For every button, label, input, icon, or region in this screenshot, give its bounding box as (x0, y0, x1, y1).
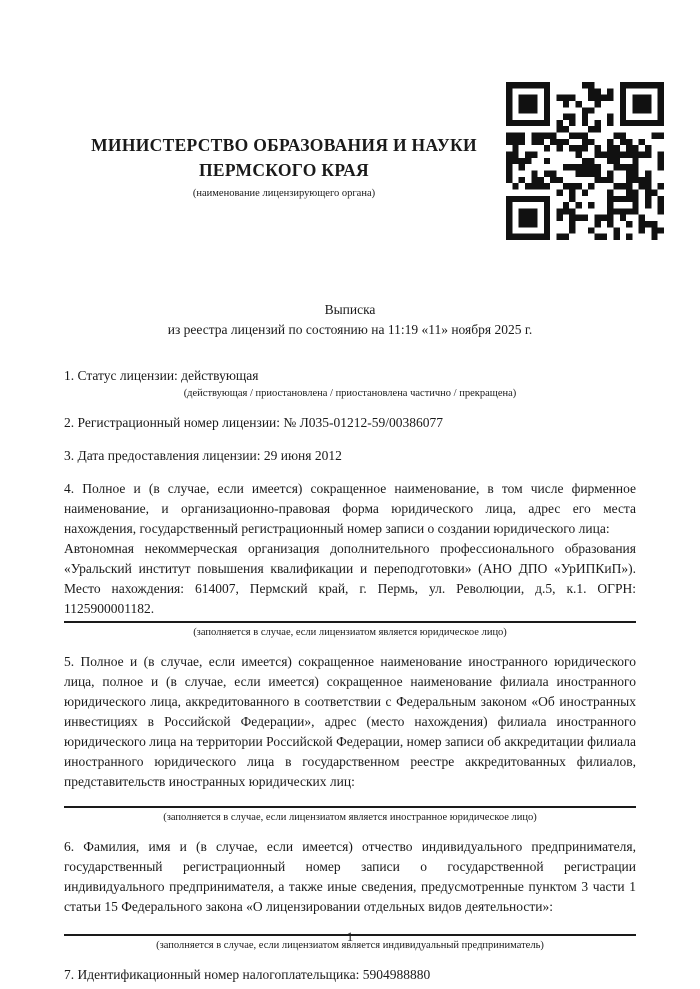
item-1-text: 1. Статус лицензии: действующая (64, 368, 259, 383)
item-4-rule (64, 621, 636, 623)
item-4-caption: (заполняется в случае, если лицензиатом является юридическое лицо) (193, 627, 507, 638)
item-7-taxpayer-number (64, 965, 636, 985)
item-6-caption: (заполняется в случае, если лицензиатом является индивидуальный предприниматель) (156, 940, 544, 951)
item-5-text: 5. Полное и (в случае, если имеется) сокращенное наименование иностранного юридического лица, полное и (в случае, если имеется) сокращенное наименование филиала иностранного юридического лица, аккредитованного в соответствии с Федеральным законом «Об иностранных инвестициях в Российской Федерации», адрес (место нахождения) филиала иностранного юридического лица на территории Российской Федерации, номер записи об аккредитации филиала иностранного юридического лица в государственном реестре аккредитованных филиалов, представительств иностранных юридических лиц: (64, 654, 636, 789)
qr-code (506, 82, 664, 240)
item-4-legal-entity (64, 479, 636, 639)
issuing-authority-header (64, 0, 504, 200)
item-1-caption: (действующая / приостановлена / приостановлена частично / прекращена) (183, 388, 517, 399)
item-4-value: Автономная некоммерческая организация дополнительного профессионального образования «Уральский институт повышения квалификации и переподготовки» (АНО ДПО «УрИПКиП»). Место нахождения: 614007, Пермский край, г. Пермь, ул. Революции, д.5, к.1. ОГРН: 1125900001182. (64, 541, 636, 616)
item-3-license-date (64, 446, 636, 466)
page-number: 1 (346, 929, 354, 944)
item-7-text: 7. Идентификационный номер налогоплательщика: 5904988880 (64, 967, 431, 982)
item-2-registration-number (64, 413, 636, 433)
item-3-text: 3. Дата предоставления лицензии: 29 июня 2012 (64, 448, 342, 463)
ministry-name-line2: ПЕРМСКОГО КРАЯ (199, 160, 369, 180)
ministry-name-line1: МИНИСТЕРСТВО ОБРАЗОВАНИЯ И НАУКИ (91, 135, 477, 155)
document-title-line2: из реестра лицензий по состоянию на 11:19 «11» ноября 2025 г. (167, 322, 533, 337)
item-6-text: 6. Фамилия, имя и (в случае, если имеется) отчество индивидуального предпринимателя, государственный регистрационный номер записи о государственной регистрации индивидуального предпринимателя, а также иные сведения, предусмотренные пунктом 3 части 1 статьи 15 Федерального закона «О лицензировании отдельных видов деятельности»: (64, 839, 636, 914)
document-body (64, 366, 636, 985)
item-5-foreign-entity (64, 652, 636, 824)
qr-code-graphic (506, 82, 664, 240)
document-title-line1: Выписка (324, 302, 376, 317)
item-1-license-status (64, 366, 636, 400)
document-title (64, 300, 636, 340)
item-2-text: 2. Регистрационный номер лицензии: № Л035-01212-59/00386077 (64, 415, 444, 430)
item-4-text: 4. Полное и (в случае, если имеется) сокращенное наименование, в том числе фирменное наименование, и организационно-правовая форма юридического лица, адрес его места нахождения, государственный регистрационный номер записи о создании юридического лица: (64, 481, 636, 536)
item-5-caption: (заполняется в случае, если лицензиатом является иностранное юридическое лицо) (163, 812, 537, 823)
item-5-rule (64, 806, 636, 808)
authority-caption: (наименование лицензирующего органа) (192, 188, 376, 199)
